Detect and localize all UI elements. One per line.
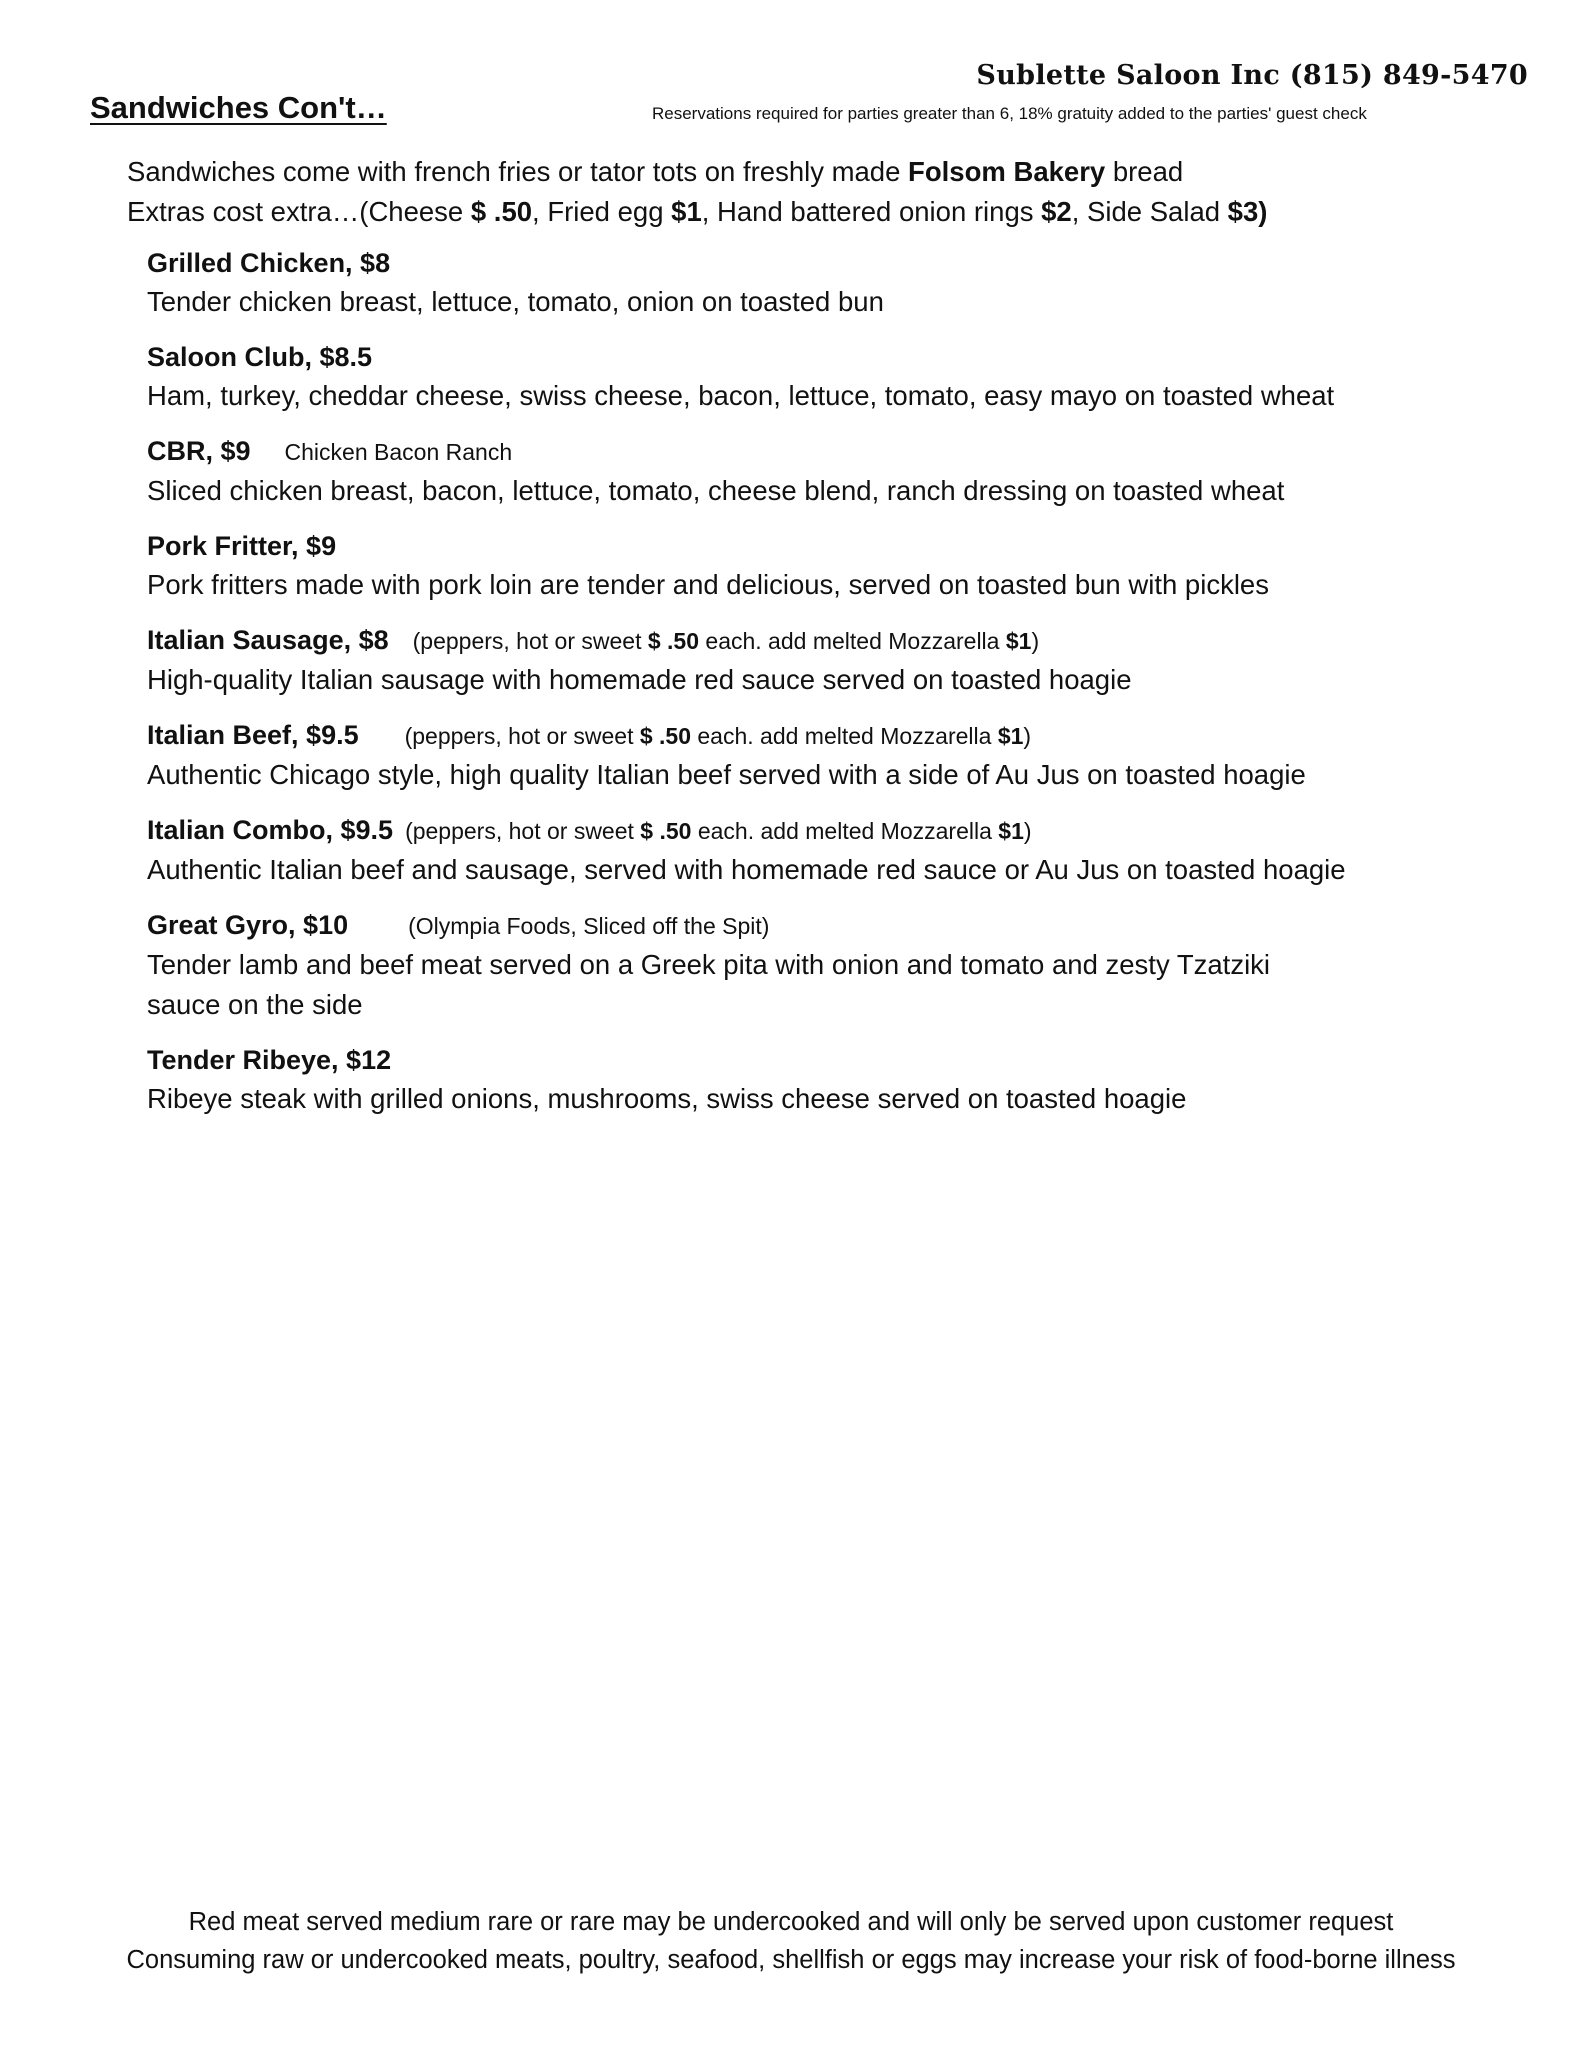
extra-price-side-salad: $3) xyxy=(1227,196,1268,227)
note-text: (peppers, hot or sweet xyxy=(405,818,641,844)
extra-price-egg: $1 xyxy=(671,196,702,227)
section-title: Sandwiches Con't… xyxy=(90,90,387,125)
note-price: $ .50 xyxy=(639,723,691,749)
food-safety-disclaimer xyxy=(0,1903,1582,1979)
menu-item-tender-ribeye xyxy=(147,1041,1407,1119)
reservations-note: Reservations required for parties greater than 6, 18% gratuity added to the parties' guest check xyxy=(652,104,1367,123)
note-text: ) xyxy=(1023,723,1032,749)
note-price: $1 xyxy=(1005,628,1032,654)
note-price: $ .50 xyxy=(640,818,692,844)
note-price: $1 xyxy=(998,818,1024,844)
note-text: each. add melted Mozzarella xyxy=(699,628,1006,654)
menu-item-description: Sliced chicken breast, bacon, lettuce, tomato, cheese blend, ranch dressing on toasted wheat xyxy=(147,475,1285,506)
note-text: ) xyxy=(1031,628,1040,654)
intro-text: , Side Salad xyxy=(1071,196,1228,227)
note-text: ) xyxy=(1023,818,1032,844)
description-line: sauce on the side xyxy=(147,989,363,1020)
menu-item-name: CBR, $9 xyxy=(147,436,251,466)
menu-item-note xyxy=(413,622,1039,660)
extra-price-cheese: $ .50 xyxy=(470,196,533,227)
menu-item-name: Italian Sausage, $8 xyxy=(147,625,389,655)
disclaimer-line: Consuming raw or undercooked meats, poultry, seafood, shellfish or eggs may increase your risk of food-borne illness xyxy=(126,1946,1456,1974)
menu-item-description: Authentic Chicago style, high quality Italian beef served with a side of Au Jus on toasted hoagie xyxy=(147,759,1306,790)
menu-item-saloon-club xyxy=(147,338,1407,416)
note-price: $ .50 xyxy=(647,628,700,654)
menu-item-name: Italian Beef, $9.5 xyxy=(147,720,359,750)
intro-text: , Hand battered onion rings xyxy=(701,196,1042,227)
menu-item-name: Saloon Club, $8.5 xyxy=(147,342,373,372)
menu-item-cbr xyxy=(147,432,1407,511)
note-text: each. add melted Mozzarella xyxy=(691,818,999,844)
disclaimer-line: Red meat served medium rare or rare may be undercooked and will only be served upon customer request xyxy=(188,1908,1394,1936)
menu-item-italian-sausage xyxy=(147,621,1407,700)
menu-item-description: Pork fritters made with pork loin are tender and delicious, served on toasted bun with pickles xyxy=(147,569,1269,600)
menu-item-note xyxy=(405,812,1031,850)
intro-text: Sandwiches come with french fries or tator tots on freshly made xyxy=(127,156,909,187)
menu-item-description: Tender chicken breast, lettuce, tomato, onion on toasted bun xyxy=(147,286,884,317)
intro-block xyxy=(127,152,1267,232)
menu-item-italian-combo xyxy=(147,811,1407,890)
bakery-name: Folsom Bakery xyxy=(908,156,1106,187)
menu-item-name: Italian Combo, $9.5 xyxy=(147,815,394,845)
menu-item-great-gyro xyxy=(147,906,1407,1025)
intro-text: bread xyxy=(1105,156,1184,187)
menu-item-grilled-chicken xyxy=(147,244,1407,322)
menu-item-name: Pork Fritter, $9 xyxy=(147,531,337,561)
menu-list xyxy=(147,244,1407,1135)
menu-item-description: High-quality Italian sausage with homemade red sauce served on toasted hoagie xyxy=(147,664,1132,695)
note-text: (peppers, hot or sweet xyxy=(412,628,648,654)
extra-price-onion-rings: $2 xyxy=(1041,196,1072,227)
note-text: (peppers, hot or sweet xyxy=(404,723,640,749)
description-line: Tender lamb and beef meat served on a Greek pita with onion and tomato and zesty Tzatziki xyxy=(147,949,1271,980)
intro-text: Extras cost extra…(Cheese xyxy=(127,196,471,227)
menu-item-note: Chicken Bacon Ranch xyxy=(284,439,513,465)
menu-item-description: Ribeye steak with grilled onions, mushrooms, swiss cheese served on toasted hoagie xyxy=(147,1083,1187,1114)
menu-item-name: Tender Ribeye, $12 xyxy=(147,1045,392,1075)
menu-item-note xyxy=(405,717,1031,755)
menu-item-description: Authentic Italian beef and sausage, served with homemade red sauce or Au Jus on toasted hoagie xyxy=(147,854,1346,885)
menu-item-name: Grilled Chicken, $8 xyxy=(147,248,391,278)
menu-item-italian-beef xyxy=(147,716,1407,795)
intro-line-extras xyxy=(127,192,1267,232)
menu-item-pork-fritter xyxy=(147,527,1407,605)
menu-item-description: Ham, turkey, cheddar cheese, swiss cheese, bacon, lettuce, tomato, easy mayo on toasted wheat xyxy=(147,380,1335,411)
menu-item-description xyxy=(147,945,1407,1025)
intro-line-sides xyxy=(127,152,1267,192)
note-price: $1 xyxy=(997,723,1024,749)
menu-item-name: Great Gyro, $10 xyxy=(147,910,349,940)
note-text: each. add melted Mozzarella xyxy=(691,723,998,749)
business-name: Sublette Saloon Inc (815) 849-5470 xyxy=(976,60,1528,91)
menu-item-note: (Olympia Foods, Sliced off the Spit) xyxy=(408,913,770,939)
intro-text: , Fried egg xyxy=(532,196,672,227)
